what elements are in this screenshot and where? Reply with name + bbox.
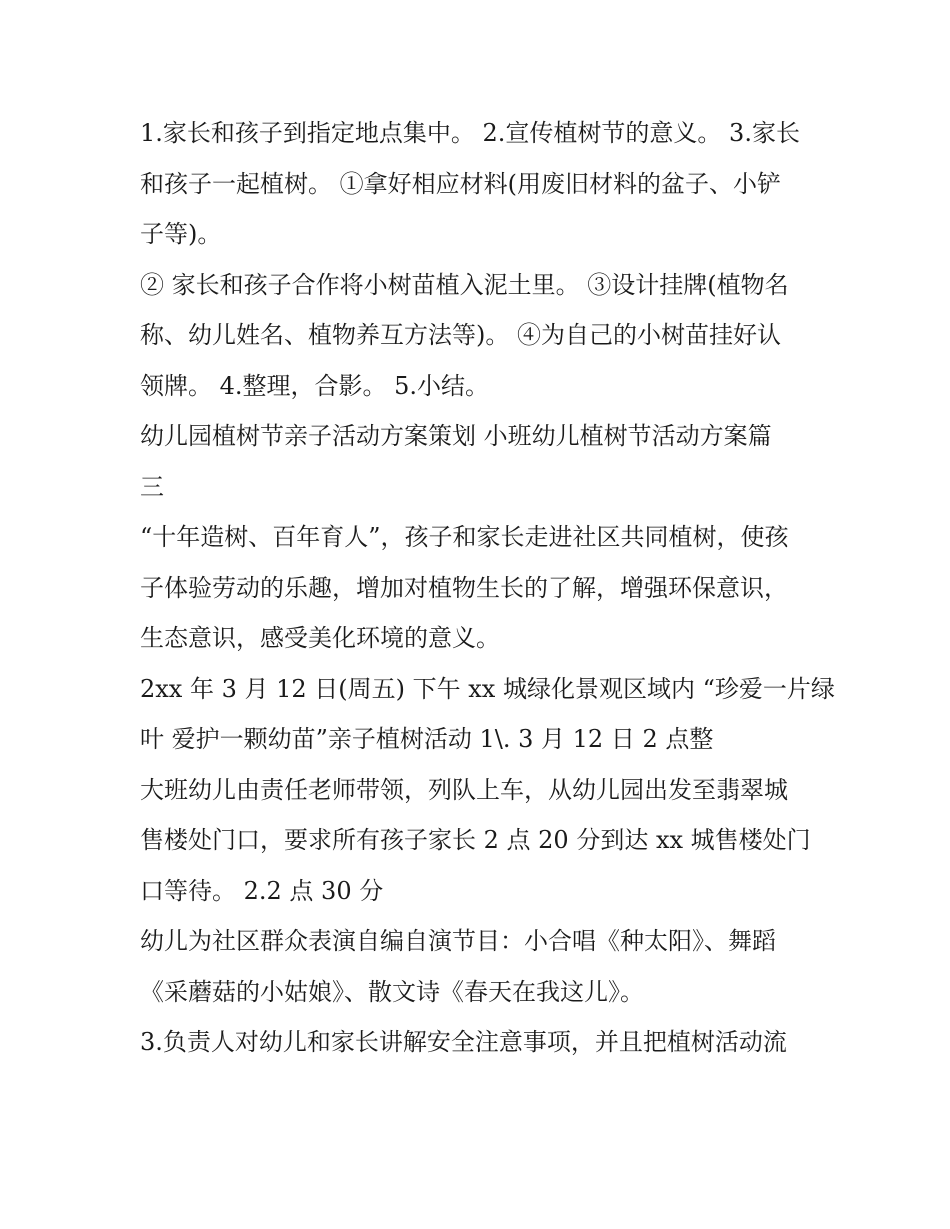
text-line: 生态意识，感受美化环境的意义。: [140, 624, 500, 652]
text-line: 2xx 年 3 月 12 日(周五) 下午 xx 城绿化景观区域内 “珍爱一片绿: [140, 674, 835, 703]
text-line: 称、幼儿姓名、植物养互方法等)。 ④为自己的小树苗挂好认: [140, 321, 781, 349]
text-line: 口等待。 2.2 点 30 分: [140, 876, 384, 905]
text-line: 《采蘑菇的小姑娘》、散文诗《春天在我这儿》。: [140, 977, 644, 1006]
text-line: 售楼处门口，要求所有孩子家长 2 点 20 分到达 xx 城售楼处门: [140, 826, 811, 854]
text-line: 领牌。 4.整理，合影。 5.小结。: [140, 371, 490, 400]
text-line: 幼儿为社区群众表演自编自演节目：小合唱《种太阳》、舞蹈: [140, 927, 776, 955]
text-line: 叶 爱护一颗幼苗”亲子植树活动 1\. 3 月 12 日 2 点整: [140, 725, 714, 753]
text-line: 子体验劳动的乐趣，增加对植物生长的了解，增强环保意识，: [140, 573, 788, 602]
document-body: [140, 108, 835, 1068]
text-line: “十年造树、百年育人”，孩子和家长走进社区共同植树，使孩: [140, 523, 789, 551]
text-line: 大班幼儿由责任老师带领，列队上车，从幼儿园出发至翡翠城: [140, 775, 788, 804]
text-line: 和孩子一起植树。 ①拿好相应材料(用废旧材料的盆子、小铲: [140, 169, 781, 198]
text-line: 子等)。: [140, 220, 222, 248]
text-line: 3.负责人对幼儿和家长讲解安全注意事项，并且把植树活动流: [140, 1028, 787, 1056]
text-line: ② 家长和孩子合作将小树苗植入泥土里。 ③设计挂牌(植物名: [140, 270, 789, 299]
text-line: 三: [140, 472, 164, 501]
text-line: 1.家长和孩子到指定地点集中。 2.宣传植树节的意义。 3.家长: [140, 119, 800, 147]
text-line: 幼儿园植树节亲子活动方案策划 小班幼儿植树节活动方案篇: [140, 422, 772, 450]
